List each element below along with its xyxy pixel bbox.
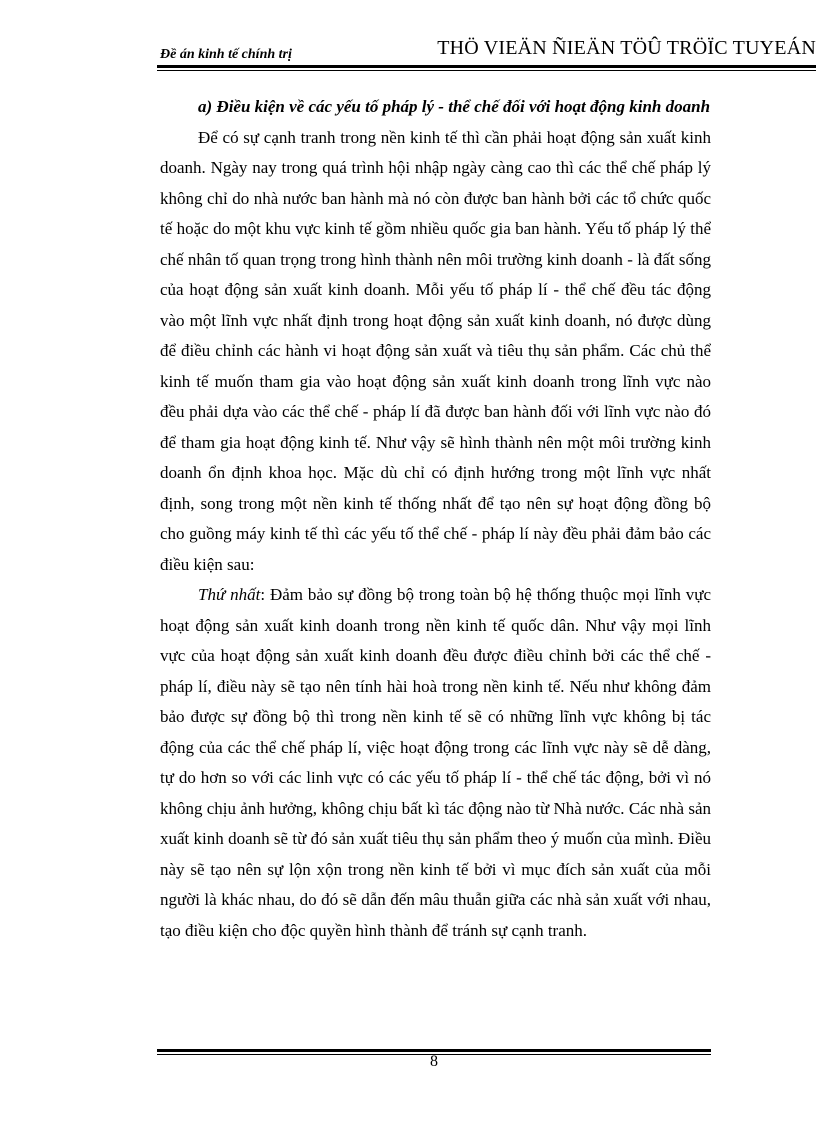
document-body	[160, 92, 711, 946]
body-paragraph: Để có sự cạnh tranh trong nền kinh tế thì cần phải hoạt động sản xuất kinh doanh. Ngày nay trong quá trình hội nhập ngày càng cao thì các thể chế pháp lý không chỉ do nhà nước ban hành mà nó còn được ban hành bởi các tổ chức quốc tế hoặc do một khu vực kinh tế gồm nhiều quốc gia ban hành. Yếu tố pháp lý thể chế nhân tố quan trọng trong hình thành nên môi trường kinh doanh - là đất sống của hoạt động sản xuất kinh doanh. Mỗi yếu tố pháp lí - thể chế đều tác động vào một lĩnh vực nhất định trong hoạt động sản xuất kinh doanh, nó được dùng để điều chỉnh các hành vi hoạt động sản xuất và tiêu thụ sản phẩm. Các chủ thể kinh tế muốn tham gia vào hoạt động sản xuất kinh doanh trong lĩnh vực nào đều phải dựa vào các thể chế - pháp lí đã được ban hành đối với lĩnh vực nào đó để tham gia hoạt động kinh tế. Như vậy sẽ hình thành nên một môi trường kinh doanh ổn định khoa học. Mặc dù chỉ có định hướng trong một lĩnh vực nhất định, song trong một nền kinh tế thống nhất để tạo nên sự hoạt động đồng bộ cho guồng máy kinh tế thì các yếu tố thể chế - pháp lí này đều phải đảm bảo các điều kiện sau:	[160, 127, 711, 574]
page-number: 8	[430, 1053, 438, 1070]
footer-divider	[157, 1049, 711, 1052]
document-title: Đề án kinh tế chính trị	[160, 47, 292, 62]
section-heading: a) Điều kiện về các yếu tố pháp lý - thể chế đối với hoạt động kinh doanh	[198, 97, 711, 116]
header-divider	[157, 65, 816, 68]
lead-term: Thứ nhất	[198, 585, 261, 604]
paragraph-text: : Đảm bảo sự đồng bộ trong toàn bộ hệ thống thuộc mọi lĩnh vực hoạt động sản xuất kinh doanh trong nền kinh tế quốc dân. Như vậy mọi lĩnh vực của hoạt động sản xuất kinh doanh đều được điều chỉnh bởi các thể chế - pháp lí, điều này sẽ tạo nên tính hài hoà trong nền kinh tế. Nếu như không đảm bảo được sự đồng bộ thì trong nền kinh tế sẽ có những lĩnh vực không bị tác động của các thể chế pháp lí, việc hoạt động trong các lĩnh vực này sẽ dễ dàng, tự do hơn so với các linh vực có các yếu tố pháp lí - thể chế tác động, bởi vì nó không chịu ảnh hưởng, không chịu bất kì tác động nào từ Nhà nước. Các nhà sản xuất kinh doanh sẽ từ đó sản xuất tiêu thụ sản phẩm theo ý muốn của mình. Điều này sẽ tạo nên sự lộn xộn trong nền kinh tế bởi vì mục đích sản xuất của mỗi người là khác nhau, do đó sẽ dẫn đến mâu thuẫn giữa các nhà sản xuất với nhau, tạo điều kiện cho độc quyền hình thành để tránh sự cạnh tranh.	[160, 585, 711, 940]
library-banner: THÖ VIEÄN ÑIEÄN TÖÛ TRÖÏC TUYEÁN	[437, 37, 816, 59]
header-divider-thin	[157, 70, 816, 71]
body-paragraph	[160, 580, 711, 946]
